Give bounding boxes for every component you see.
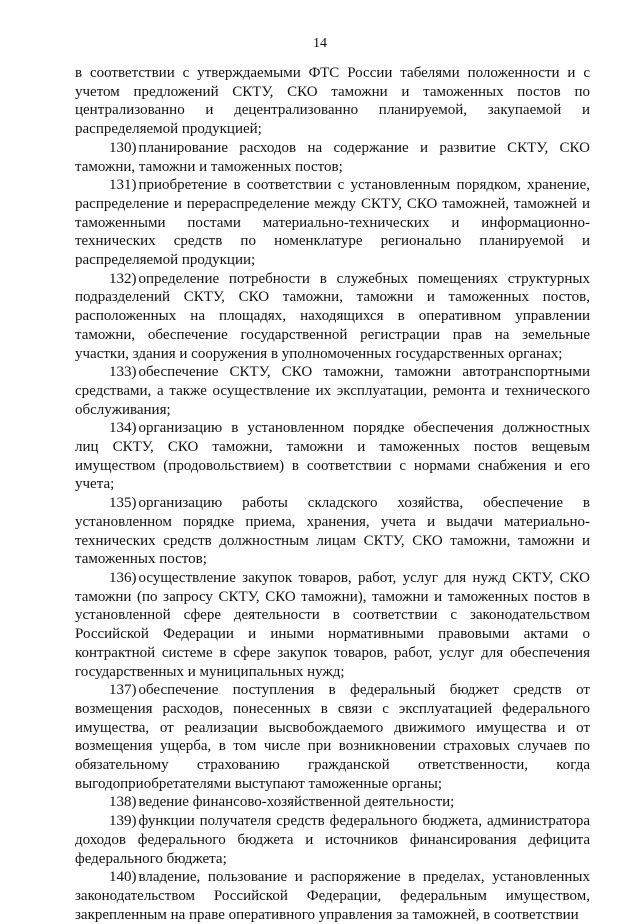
paragraph-text: планирование расходов на содержание и развитие СКТУ, СКО таможни, таможни и таможенных постов; xyxy=(75,139,590,175)
paragraph-text: осуществление закупок товаров, работ, услуг для нужд СКТУ, СКО таможни (по запросу СКТУ, СКО таможни), таможни и таможенных постов в установленной сфере деятельности в соответствии с законодательством Российской Федерации и иными нормативными правовыми актами о контрактной системе в сфере закупок товаров, работ, услуг для обеспечения государственных и муниципальных нужд; xyxy=(75,569,590,680)
paragraph-text: ведение финансово-хозяйственной деятельности; xyxy=(138,794,455,811)
item-number: 136) xyxy=(109,569,137,586)
paragraph-133 xyxy=(75,363,590,419)
document-body xyxy=(75,64,590,924)
item-number: 131) xyxy=(109,177,137,194)
paragraph-137 xyxy=(75,681,590,793)
paragraph-text: обеспечение СКТУ, СКО таможни, таможни автотранспортными средствами, а также осуществление их эксплуатации, ремонта и технического обслуживания; xyxy=(75,364,590,418)
paragraph-134 xyxy=(75,419,590,494)
paragraph-text: владение, пользование и распоряжение в пределах, установленных законодательством Российской Федерации, федеральным имуществом, закрепленным на праве оперативного управления за таможней, в соответствии xyxy=(75,869,590,923)
paragraph-136 xyxy=(75,569,590,681)
paragraph-text: приобретение в соответствии с установленным порядком, хранение, распределение и перераспределение между СКТУ, СКО таможней, таможней и таможенными постами материально-технических и информационно-технических средств по номенклатуре регионально планируемой и распределяемой продукции; xyxy=(75,177,590,269)
item-number: 137) xyxy=(109,682,137,699)
page-number: 14 xyxy=(313,36,327,51)
paragraph-text: определение потребности в служебных помещениях структурных подразделений СКТУ, СКО таможни, таможни и таможенных постов, расположенных на площадях, находящихся в оперативном управлении таможни, обеспечение государственной регистрации прав на земельные участки, здания и сооружения в уполномоченных государственных органах; xyxy=(75,270,590,362)
paragraph-text: функции получателя средств федерального бюджета, администратора доходов федерального бюджета и источников финансирования дефицита федерального бюджета; xyxy=(75,813,590,867)
paragraph-text: в соответствии с утверждаемыми ФТС России табелями положенности и с учетом предложений СКТУ, СКО таможни и таможенных постов по централизованно и децентрализованно планируемой, закупаемой и распределяемой продукцией; xyxy=(75,65,590,138)
paragraph-text: организацию в установленном порядке обеспечения должностных лиц СКТУ, СКО таможни, таможни и таможенных постов вещевым имуществом (продовольствием) в соответствии с нормами снабжения и его учета; xyxy=(75,420,590,493)
paragraph-text: обеспечение поступления в федеральный бюджет средств от возмещения расходов, понесенных в связи с эксплуатацией федерального имущества, от реализации высвобождаемого движимого имущества и от возмещения ущерба, в том числе при возникновении страховых случаев по обязательному страхованию гражданской ответственности, когда выгодоприобретателями выступают таможенные органы; xyxy=(75,682,590,792)
item-number: 134) xyxy=(109,420,137,437)
paragraph-138 xyxy=(75,793,590,812)
paragraph-139 xyxy=(75,812,590,868)
paragraph-140 xyxy=(75,868,590,924)
paragraph-text: организацию работы складского хозяйства, обеспечение в установленном порядке приема, хранения, учета и выдачи материально-технических средств должностным лицам СКТУ, СКО таможни, таможни и таможенных постов; xyxy=(75,495,590,568)
item-number: 138) xyxy=(109,794,137,811)
item-number: 133) xyxy=(109,364,137,381)
item-number: 132) xyxy=(109,270,137,287)
item-number: 135) xyxy=(109,495,137,512)
paragraph-130 xyxy=(75,139,590,176)
item-number: 140) xyxy=(109,869,137,886)
paragraph-continuation xyxy=(75,64,590,139)
item-number: 139) xyxy=(109,813,137,830)
paragraph-132 xyxy=(75,270,590,364)
paragraph-131 xyxy=(75,176,590,270)
item-number: 130) xyxy=(109,139,137,156)
paragraph-135 xyxy=(75,494,590,569)
